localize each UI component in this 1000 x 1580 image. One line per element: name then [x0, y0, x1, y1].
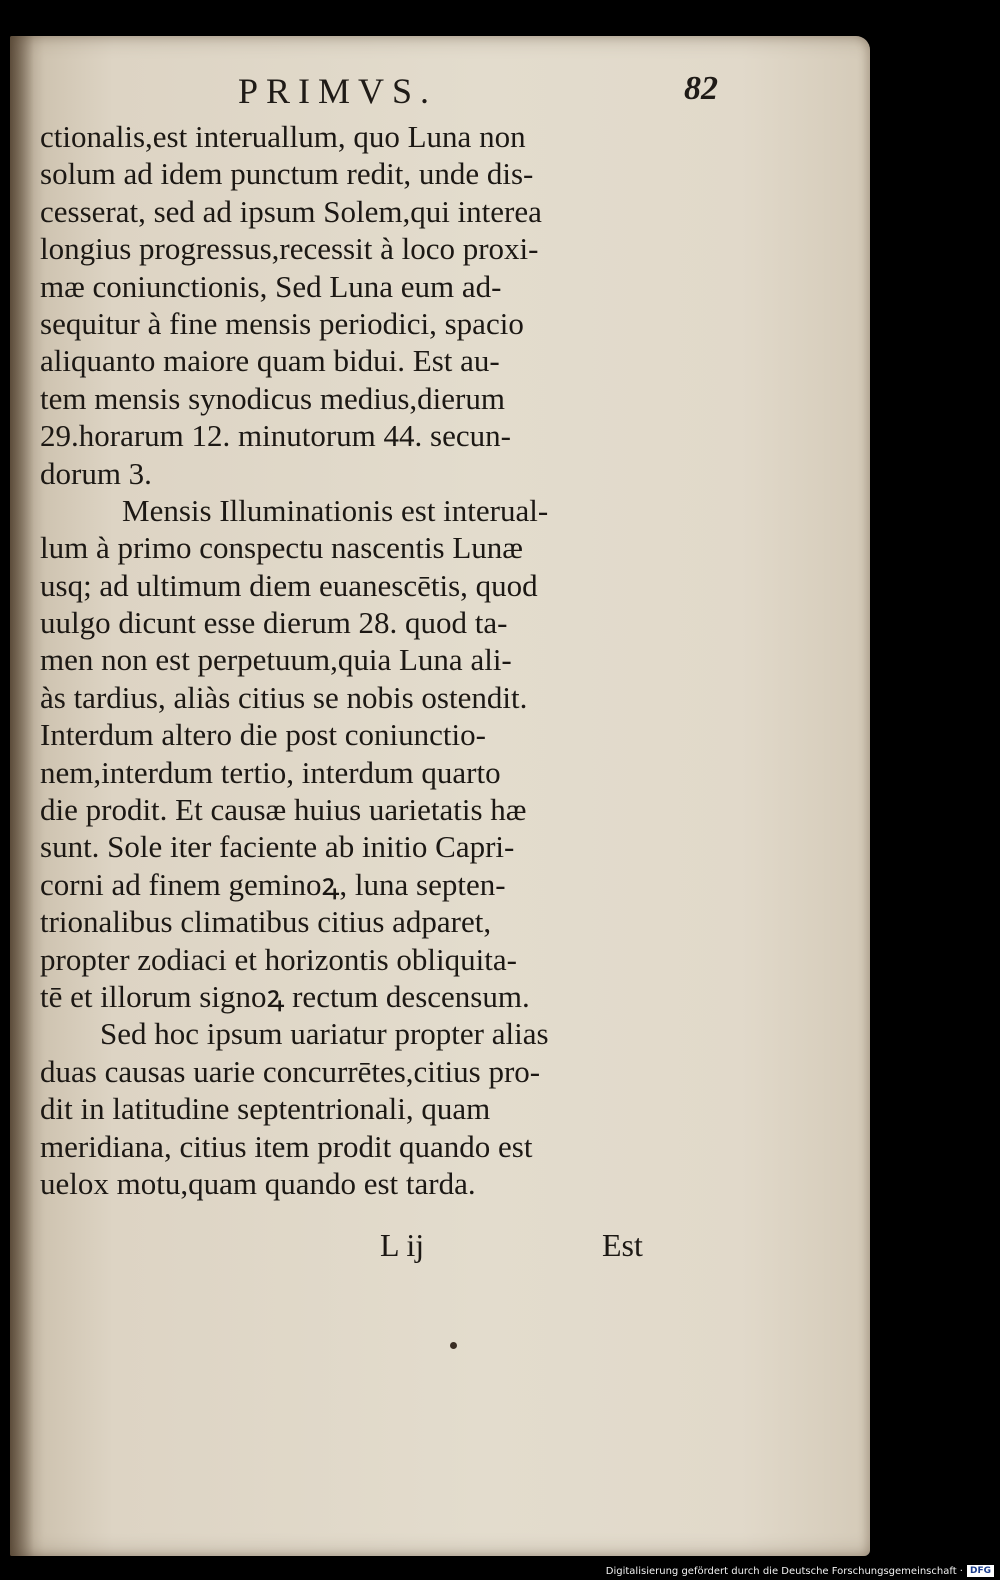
text-line: trionalibus climatibus citius adparet,	[40, 904, 492, 940]
text-line: die prodit. Et causæ huius uarietatis hæ	[40, 792, 527, 828]
running-title: PRIMVS.	[238, 71, 438, 111]
paragraph-start-line: Sed hoc ipsum uariatur propter alias	[100, 1016, 549, 1052]
text-line: longius progressus,recessit à loco proxi-	[40, 231, 539, 267]
signature-mark: L ij	[380, 1227, 425, 1263]
text-line: Interdum altero die post coniunctio-	[40, 717, 486, 753]
paragraph-start-line: Mensis Illuminationis est interual-	[122, 492, 549, 528]
text-line: solum ad idem punctum redit, unde dis-	[40, 156, 534, 192]
text-line: mæ coniunctionis, Sed Luna eum ad-	[40, 268, 502, 304]
text-line: dorum 3.	[40, 455, 152, 491]
ink-blemish	[450, 1342, 457, 1349]
text-line: propter zodiaci et horizontis obliquita-	[40, 941, 517, 977]
text-line: sequitur à fine mensis periodici, spacio	[40, 305, 524, 341]
text-line: tem mensis synodicus medius,dierum	[40, 380, 505, 416]
catchword: Est	[602, 1227, 643, 1263]
text-line: lum à primo conspectu nascentis Lunæ	[40, 530, 523, 566]
page-number: 82	[684, 70, 718, 107]
digitization-footer	[0, 1564, 1000, 1580]
text-line: tē et illorum signoꝝ rectum descensum.	[40, 978, 530, 1014]
text-line: ctionalis,est interuallum, quo Luna non	[40, 119, 526, 154]
text-line: uelox motu,quam quando est tarda.	[40, 1165, 476, 1201]
text-line: nem,interdum tertio, interdum quarto	[40, 754, 501, 790]
text-line: cesserat, sed ad ipsum Solem,qui interea	[40, 193, 542, 229]
text-line: corni ad finem geminoꝝ, luna septen-	[40, 866, 506, 902]
dfg-logo: DFG	[967, 1565, 994, 1577]
text-line: usq; ad ultimum diem euanescētis, quod	[40, 567, 538, 603]
text-line: aliquanto maiore quam bidui. Est au-	[40, 343, 500, 379]
text-line: duas causas uarie concurrētes,citius pro-	[40, 1053, 541, 1089]
footer-credit: Digitalisierung gefördert durch die Deutsche Forschungsgemeinschaft ·	[605, 1566, 963, 1577]
text-line: uulgo dicunt esse dierum 28. quod ta-	[40, 605, 508, 641]
text-line: sunt. Sole iter faciente ab initio Capri-	[40, 829, 515, 865]
text-line: meridiana, citius item prodit quando est	[40, 1128, 533, 1164]
text-line: dit in latitudine septentrionali, quam	[40, 1091, 491, 1127]
text-line: às tardius, aliàs citius se nobis ostendit.	[40, 679, 528, 715]
body-text	[40, 118, 660, 1202]
text-line: 29.horarum 12. minutorum 44. secun-	[40, 418, 511, 454]
text-line: men non est perpetuum,quia Luna ali-	[40, 642, 512, 678]
